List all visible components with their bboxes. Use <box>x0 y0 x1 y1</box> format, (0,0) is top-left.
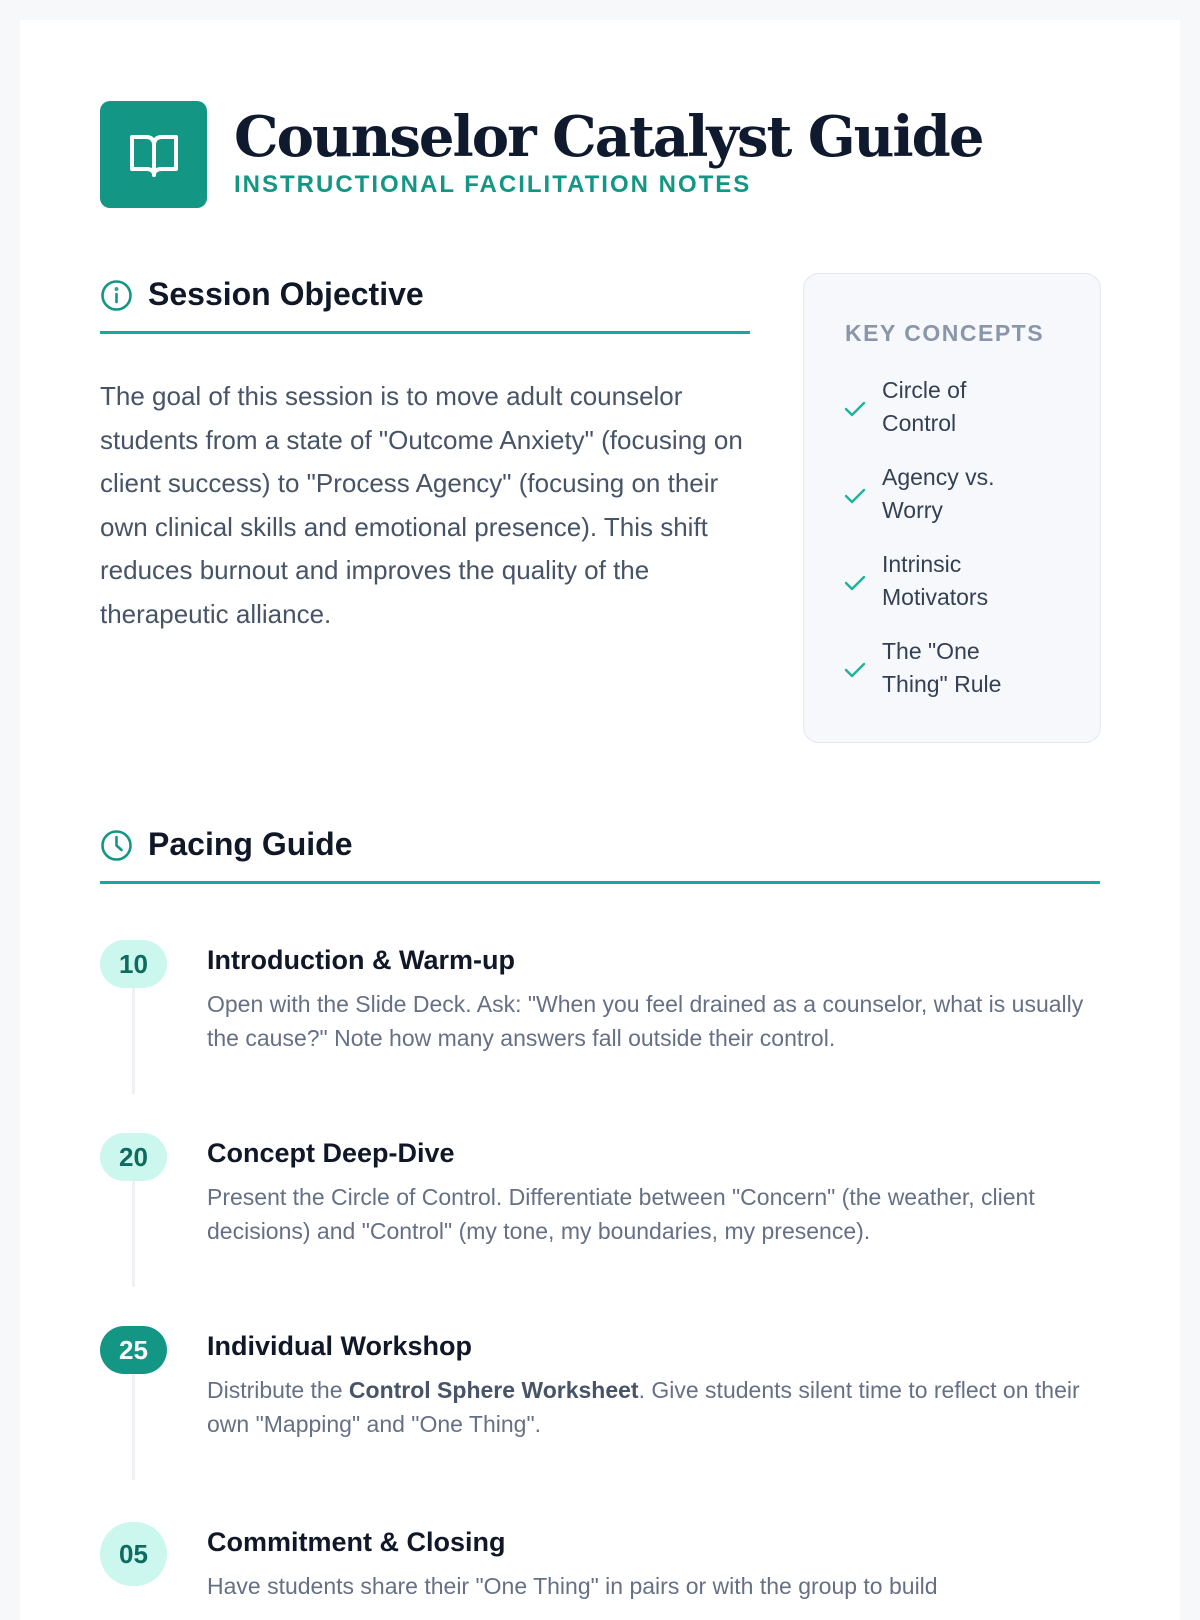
concept-label: Agency vs. Worry <box>882 464 995 523</box>
step-description: Present the Circle of Control. Differentiate between "Concern" (the weather, client decisions) and "Control" (my tone, my boundaries, my presence). <box>207 1184 1035 1244</box>
step-title: Commitment & Closing <box>207 1527 506 1557</box>
check-icon <box>844 400 866 418</box>
pacing-title: Pacing Guide <box>148 826 353 862</box>
timeline-line <box>132 1374 135 1480</box>
page-subtitle: INSTRUCTIONAL FACILITATION NOTES <box>234 171 752 198</box>
minutes-badge: 25 <box>100 1326 167 1374</box>
key-concepts-title: KEY CONCEPTS <box>845 320 1045 346</box>
objective-heading <box>100 272 750 334</box>
concept-item <box>844 461 1084 535</box>
objective-title: Session Objective <box>148 276 424 312</box>
concept-label: The "One Thing" Rule <box>882 638 1002 697</box>
info-circle-icon <box>100 279 133 312</box>
objective-text: The goal of this session is to move adult counselor students from a state of "Outcome Anxiety" (focusing on client success) to "Process Agency" (focusing on their own clinical skills and emotional presence). This shift reduces burnout and improves the quality of the therapeutic alliance. <box>100 381 743 629</box>
timeline-line <box>132 988 135 1094</box>
step-description-suffix: . Give students silent time to reflect on their own "Mapping" and "One Thing". <box>207 1377 1080 1437</box>
page-title: Counselor Catalyst Guide <box>234 104 983 170</box>
step-description <box>207 1373 1097 1441</box>
worksheet-name: Control Sphere Worksheet <box>348 1377 639 1403</box>
guide-page <box>20 20 1180 1620</box>
minutes-badge: 20 <box>100 1133 167 1181</box>
pacing-heading <box>100 822 1100 884</box>
minutes-badge: 05 <box>100 1522 167 1586</box>
check-icon <box>844 487 866 505</box>
timeline-line <box>132 1181 135 1287</box>
minutes-badge: 10 <box>100 940 167 988</box>
open-book-icon <box>129 132 179 178</box>
step-title: Individual Workshop <box>207 1331 473 1361</box>
step-description: Open with the Slide Deck. Ask: "When you feel drained as a counselor, what is usually the cause?" Note how many answers fall outside their control. <box>207 991 1084 1051</box>
key-concepts-card <box>803 273 1101 743</box>
concept-item <box>844 548 1084 622</box>
concept-item <box>844 374 1084 448</box>
step-title: Introduction & Warm-up <box>207 945 515 975</box>
concept-label: Circle of Control <box>882 377 967 436</box>
step-title: Concept Deep-Dive <box>207 1138 455 1168</box>
concept-item <box>844 635 1084 709</box>
step-description-prefix: Distribute the <box>207 1377 349 1403</box>
check-icon <box>844 574 866 592</box>
logo <box>100 101 207 208</box>
concept-label: Intrinsic Motivators <box>882 551 989 610</box>
step-description: Have students share their "One Thing" in pairs or with the group to build <box>207 1573 938 1599</box>
check-icon <box>844 661 866 679</box>
clock-icon <box>100 829 133 862</box>
